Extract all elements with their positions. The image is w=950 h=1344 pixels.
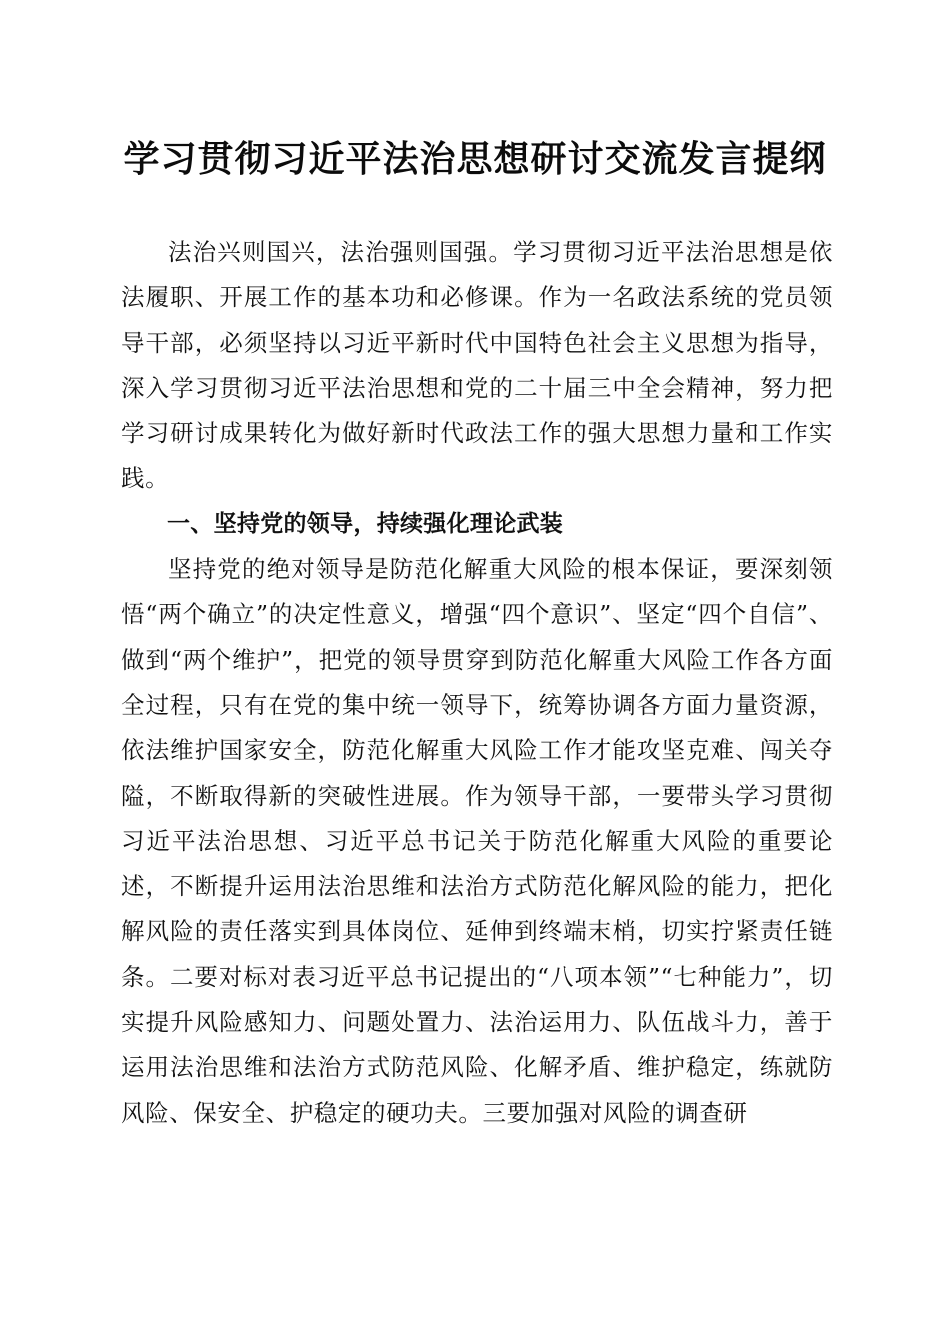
- section-heading-1: 一、坚持党的领导，持续强化理论武装: [167, 510, 564, 537]
- document-body: [121, 230, 833, 1136]
- document-title: 学习贯彻习近平法治思想研讨交流发言提纲: [123, 139, 827, 180]
- intro-paragraph: 法治兴则国兴，法治强则国强。学习贯彻习近平法治思想是依法履职、开展工作的基本功和必修课。作为一名政法系统的党员领导干部，必须坚持以习近平新时代中国特色社会主义思想为指导，深入学习贯彻习近平法治思想和党的二十届三中全会精神，努力把学习研讨成果转化为做好新时代政法工作的强大思想力量和工作实践。: [121, 238, 833, 493]
- section-1-paragraph: 坚持党的绝对领导是防范化解重大风险的根本保证，要深刻领悟“两个确立”的决定性意义，增强“四个意识”、坚定“四个自信”、做到“两个维护”，把党的领导贯穿到防范化解重大风险工作各方面全过程，只有在党的集中统一领导下，统筹协调各方面力量资源，依法维护国家安全，防范化解重大风险工作才能攻坚克难、闯关夺隘，不断取得新的突破性进展。作为领导干部，一要带头学习贯彻习近平法治思想、习近平总书记关于防范化解重大风险的重要论述，不断提升运用法治思维和法治方式防范化解风险的能力，把化解风险的责任落实到具体岗位、延伸到终端末梢，切实拧紧责任链条。二要对标对表习近平总书记提出的“八项本领”“七种能力”，切实提升风险感知力、问题处置力、法治运用力、队伍战斗力，善于运用法治思维和法治方式防范风险、化解矛盾、维护稳定，练就防风险、保安全、护稳定的硬功夫。三要加强对风险的调查研: [121, 555, 833, 1127]
